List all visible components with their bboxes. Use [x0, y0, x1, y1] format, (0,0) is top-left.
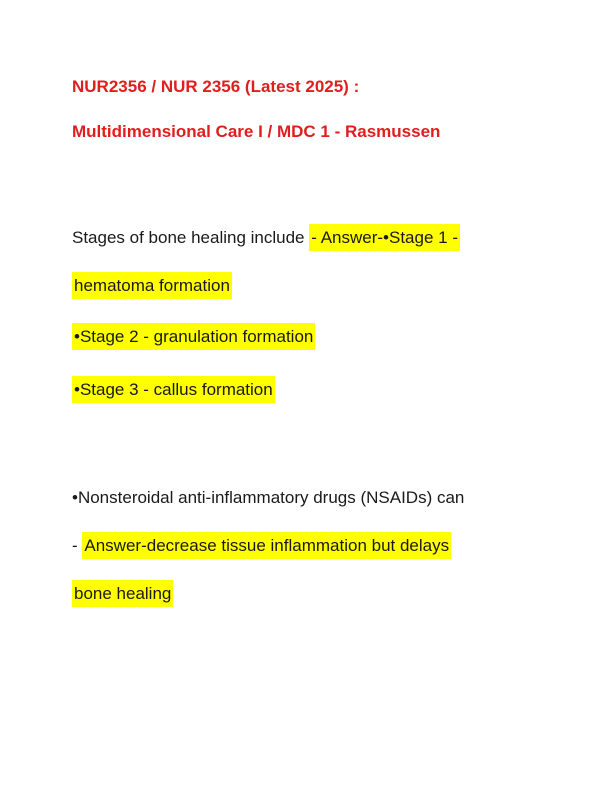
question-2-answer-highlight-part-2: bone healing — [72, 580, 173, 607]
question-2-answer-highlight-part-1: Answer-decrease tissue inflammation but delays — [82, 532, 451, 559]
stage-3-line — [72, 366, 576, 414]
question-1-line-2 — [72, 262, 576, 310]
question-1-answer-highlight-part-1: - Answer-•Stage 1 - — [309, 224, 460, 251]
stage-3-paragraph — [72, 366, 576, 414]
stage-3-highlight: •Stage 3 - callus formation — [72, 376, 275, 403]
stage-2-highlight: •Stage 2 - granulation formation — [72, 323, 315, 350]
question-2-line-2 — [72, 522, 576, 570]
question-2-dash-prefix: - — [72, 536, 83, 555]
stage-2-paragraph — [72, 313, 576, 361]
document-header — [72, 64, 576, 154]
course-title-line-1: NUR2356 / NUR 2356 (Latest 2025) : — [72, 77, 360, 96]
question-1-answer-highlight-part-2: hematoma formation — [72, 272, 232, 299]
question-2-paragraph — [72, 474, 576, 618]
course-title-line-2: Multidimensional Care I / MDC 1 - Rasmussen — [72, 122, 441, 141]
question-1-line-1 — [72, 214, 576, 262]
question-2-prompt: •Nonsteroidal anti-inflammatory drugs (NSAIDs) can — [72, 488, 465, 507]
stage-2-line — [72, 313, 576, 361]
document-body — [72, 214, 576, 618]
question-2-line-1 — [72, 474, 576, 522]
question-1-prompt: Stages of bone healing include — [72, 228, 310, 247]
question-2-line-3 — [72, 570, 576, 618]
question-1-paragraph — [72, 214, 576, 310]
